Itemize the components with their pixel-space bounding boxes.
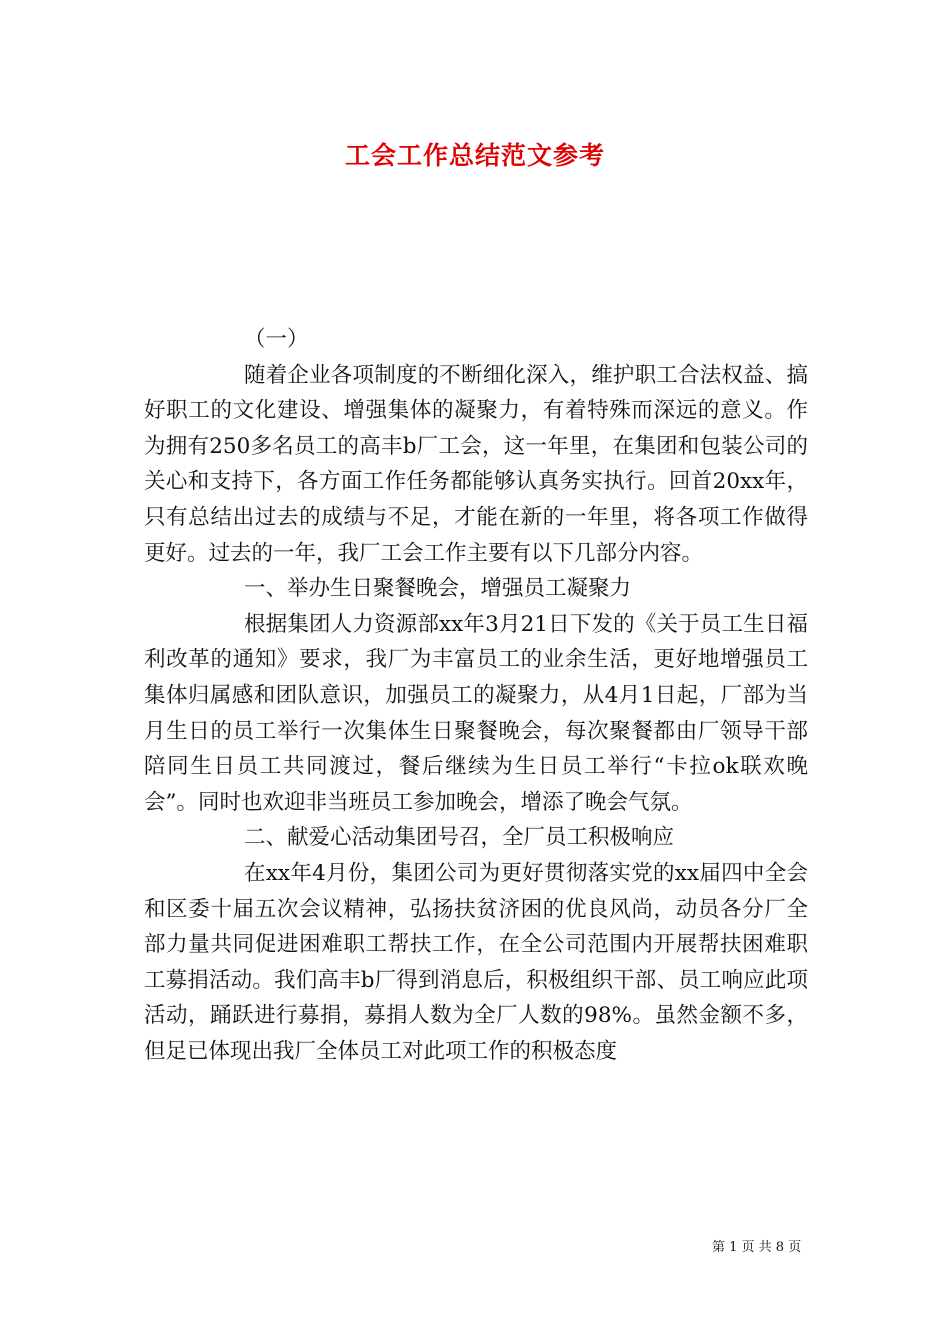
page-footer: 第 1 页 共 8 页	[712, 1240, 802, 1255]
section-heading-1: 一、举办生日聚餐晚会，增强员工凝聚力	[244, 576, 632, 602]
paragraph-donation: 在xx年4月份，集团公司为更好贯彻落实党的xx届四中全会和区委十届五次会议精神，弘扬扶贫济困的优良风尚，动员各分厂全部力量共同促进困难职工帮扶工作，在全公司范围内开展帮扶困难职工募捐活动。我们高丰b厂得到消息后，积极组织干部、员工响应此项活动，踊跃进行募捐，募捐人数为全厂人数的98%。虽然金额不多，但足已体现出我厂全体员工对此项工作的积极态度	[144, 860, 808, 1064]
page-title: 工会工作总结范文参考	[344, 141, 605, 170]
document-body	[144, 322, 808, 1069]
paragraph-birthday: 根据集团人力资源部xx年3月21日下发的《关于员工生日福利改革的通知》要求，我厂为丰富员工的业余生活，更好地增强员工集体归属感和团队意识，加强员工的凝聚力，从4月1日起，厂部为当月生日的员工举行一次集体生日聚餐晚会，每次聚餐都由厂领导干部陪同生日员工共同渡过，餐后继续为生日员工举行“卡拉ok联欢晚会”。同时也欢迎非当班员工参加晚会，增添了晚会气氛。	[144, 611, 808, 815]
paragraph-intro: 随着企业各项制度的不断细化深入，维护职工合法权益、搞好职工的文化建设、增强集体的凝聚力，有着特殊而深远的意义。作为拥有250多名员工的高丰b厂工会，这一年里，在集团和包装公司的关心和支持下，各方面工作任务都能够认真务实执行。回首20xx年，只有总结出过去的成绩与不足，才能在新的一年里，将各项工作做得更好。过去的一年，我厂工会工作主要有以下几部分内容。	[144, 362, 808, 566]
section-heading-2: 二、献爱心活动集团号召，全厂员工积极响应	[244, 825, 675, 851]
section-marker: （一）	[244, 327, 309, 352]
